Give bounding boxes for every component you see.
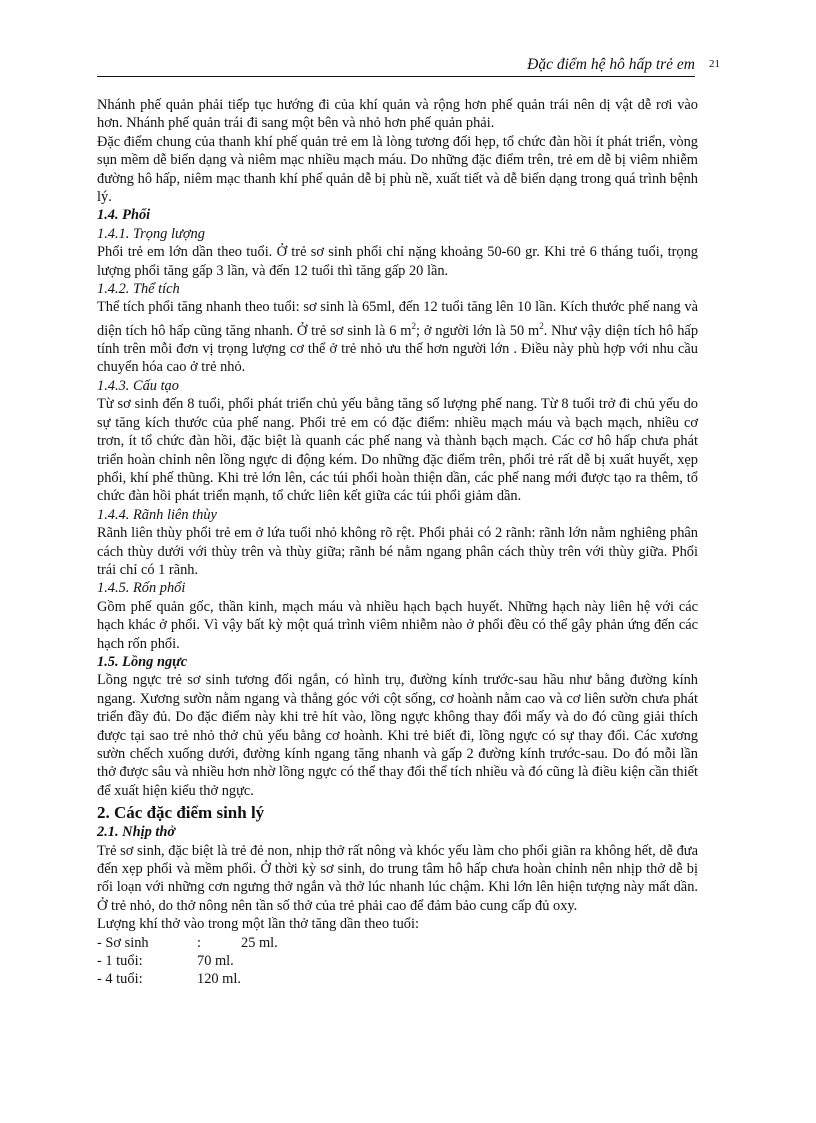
paragraph: Phổi trẻ em lớn dần theo tuổi. Ở trẻ sơ sinh phổi chỉ nặng khoảng 50-60 gr. Khi trẻ 6 tháng tuổi, trọng lượng phổi tăng gấp 3 lần, và đến 12 tuổi thì tăng gấp 20 lần. bbox=[97, 244, 698, 279]
list-label: - Sơ sinh bbox=[97, 934, 149, 951]
list-separator: : bbox=[197, 934, 201, 951]
list-value: 70 ml. bbox=[197, 953, 234, 970]
paragraph: Nhánh phế quản phải tiếp tục hướng đi của khí quản và rộng hơn phế quản trái nên dị vật dễ rơi vào hơn. Nhánh phế quản trái đi sang một bên và nhỏ hơn phế quản phải. bbox=[97, 97, 698, 132]
list-value: 25 ml. bbox=[241, 934, 278, 951]
paragraph: Gồm phế quản gốc, thần kinh, mạch máu và nhiều hạch bạch huyết. Những hạch này liên hệ với các hạch khác ở phổi. Vì vậy bất kỳ một quá trình viêm nhiễm nào ở phổi đều có thể gây phản ứng đến các hạch rốn phổi. bbox=[97, 598, 698, 652]
section-heading: 1.4. Phổi bbox=[97, 207, 151, 224]
paragraph: Lồng ngực trẻ sơ sinh tương đối ngắn, có hình trụ, đường kính trước-sau hầu như bằng đường kính ngang. Xương sườn nằm ngang và thẳng góc với cột sống, cơ hoành nằm cao và cơ liên sườn chưa phát triển đầy đủ. Do đặc điểm này khi trẻ hít vào, lồng ngực không thay đổi mấy và do đó cũng giải thích được tại sao trẻ nhỏ thở chủ yếu bằng cơ hoành. Khi trẻ biết đi, lồng ngực có sự thay đổi. Các xương sườn chếch xuống dưới, đường kính ngang tăng nhanh và gấp 2 đường kính trước-sau. Do đó mỗi lần thở được sâu và nhiều hơn nhờ lồng ngực có thể thay đổi thể tích nhiều và đó cũng là điều kiện cần thiết để xuất hiện kiểu thở ngực. bbox=[97, 672, 698, 799]
chapter-heading: 2. Các đặc điểm sinh lý bbox=[97, 803, 265, 823]
paragraph: Từ sơ sinh đến 8 tuổi, phổi phát triển chủ yếu bằng tăng số lượng phế nang. Từ 8 tuổi trở đi chủ yếu do sự tăng kích thước của phế nang. Phổi trẻ em có đặc điểm: nhiều mạch máu và bạch mạch, nhiều cơ trơn, ít tổ chức đàn hồi, đặc biệt là quanh các phế nang và thành bạch mạch. Các cơ hô hấp chưa phát triển hoàn chỉnh nên lồng ngực di động kém. Do những đặc điểm trên, phổi trẻ rất dễ bị xuất huyết, xẹp phổi, khí phế thũng. Khi trẻ lớn lên, các túi phổi hoàn thiện dần, các phế nang mới được tạo ra thêm, tổ chức đàn hồi phát triển mạnh, tổ chức liên kết giữa các túi phổi giảm dần. bbox=[97, 396, 698, 505]
text-run: Thể tích phổi tăng nhanh theo tuổi: sơ sinh là 65ml, đến 12 tuổi tăng lên 10 lần. Kích thước phế nang và diện tích hô hấp cũng tăng nhanh. Ở trẻ sơ sinh là 6 m bbox=[97, 299, 698, 339]
paragraph: Rãnh liên thùy phổi trẻ em ở lứa tuổi nhỏ không rõ rệt. Phổi phải có 2 rãnh: rãnh lớn nằm nghiêng phân cách thùy dưới với thùy trên và thùy giữa; rãnh bé nằm ngang phân cách thùy trên với thùy giữa. Phổi trái chỉ có 1 rãnh. bbox=[97, 525, 698, 578]
subsection-heading: 1.4.2. Thể tích bbox=[97, 281, 180, 298]
list-item bbox=[97, 952, 698, 970]
list-item bbox=[97, 970, 698, 988]
text-run: ; ở người lớn là 50 m bbox=[415, 322, 540, 339]
superscript: 2 bbox=[539, 320, 544, 331]
header-title: Đặc điểm hệ hô hấp trẻ em bbox=[527, 56, 695, 73]
superscript: 2 bbox=[411, 320, 416, 331]
page-content bbox=[97, 96, 698, 989]
subsection-heading: 1.4.3. Cấu tạo bbox=[97, 377, 179, 394]
list-value: 120 ml. bbox=[197, 971, 241, 988]
section-heading: 1.5. Lồng ngực bbox=[97, 653, 188, 670]
page-number: 21 bbox=[709, 58, 720, 70]
list-label: - 1 tuổi: bbox=[97, 953, 143, 970]
list-label: - 4 tuổi: bbox=[97, 971, 143, 988]
list-item bbox=[97, 934, 698, 952]
page-header bbox=[97, 54, 695, 77]
text-run: . Như vậy diện tích hô hấp tính trên mỗi đơn vị trọng lượng cơ thể ở trẻ nhỏ ưu thế hơn người lớn . Điều này phù hợp với nhu cầu chuyển hóa cao ở trẻ nhỏ. bbox=[97, 322, 699, 376]
section-heading: 2.1. Nhịp thở bbox=[97, 824, 176, 841]
paragraph: Trẻ sơ sinh, đặc biệt là trẻ đẻ non, nhịp thở rất nông và khóc yếu làm cho phổi giãn ra không hết, dễ đưa đến xẹp phổi và mềm phổi. Ở thời kỳ sơ sinh, do trung tâm hô hấp chưa hoàn chỉnh nên nhịp thở dễ bị rối loạn với những cơn ngưng thở ngắn và thở lúc nhanh lúc chậm. Khi lớn lên hiện tượng này mất dần. Ở trẻ nhỏ, do thở nông nên tần số thở của trẻ phải cao để đảm bảo cung cấp đủ oxy. bbox=[97, 842, 698, 914]
subsection-heading: 1.4.5. Rốn phổi bbox=[97, 580, 186, 597]
subsection-heading: 1.4.4. Rãnh liên thùy bbox=[97, 506, 217, 523]
paragraph: Đặc điểm chung của thanh khí phế quản trẻ em là lòng tương đối hẹp, tổ chức đàn hồi ít phát triển, vòng sụn mềm dễ biến dạng và niêm mạc nhiều mạch máu. Do những đặc điểm trên, trẻ em dễ bị viêm nhiễm đường hô hấp, niêm mạc thanh khí phế quản dễ bị phù nề, xuất tiết và dễ biến dạng trong quá trình bệnh lý. bbox=[97, 133, 698, 206]
paragraph: Lượng khí thở vào trong một lần thở tăng dần theo tuổi: bbox=[97, 916, 419, 933]
subsection-heading: 1.4.1. Trọng lượng bbox=[97, 225, 205, 242]
paragraph bbox=[97, 298, 698, 376]
